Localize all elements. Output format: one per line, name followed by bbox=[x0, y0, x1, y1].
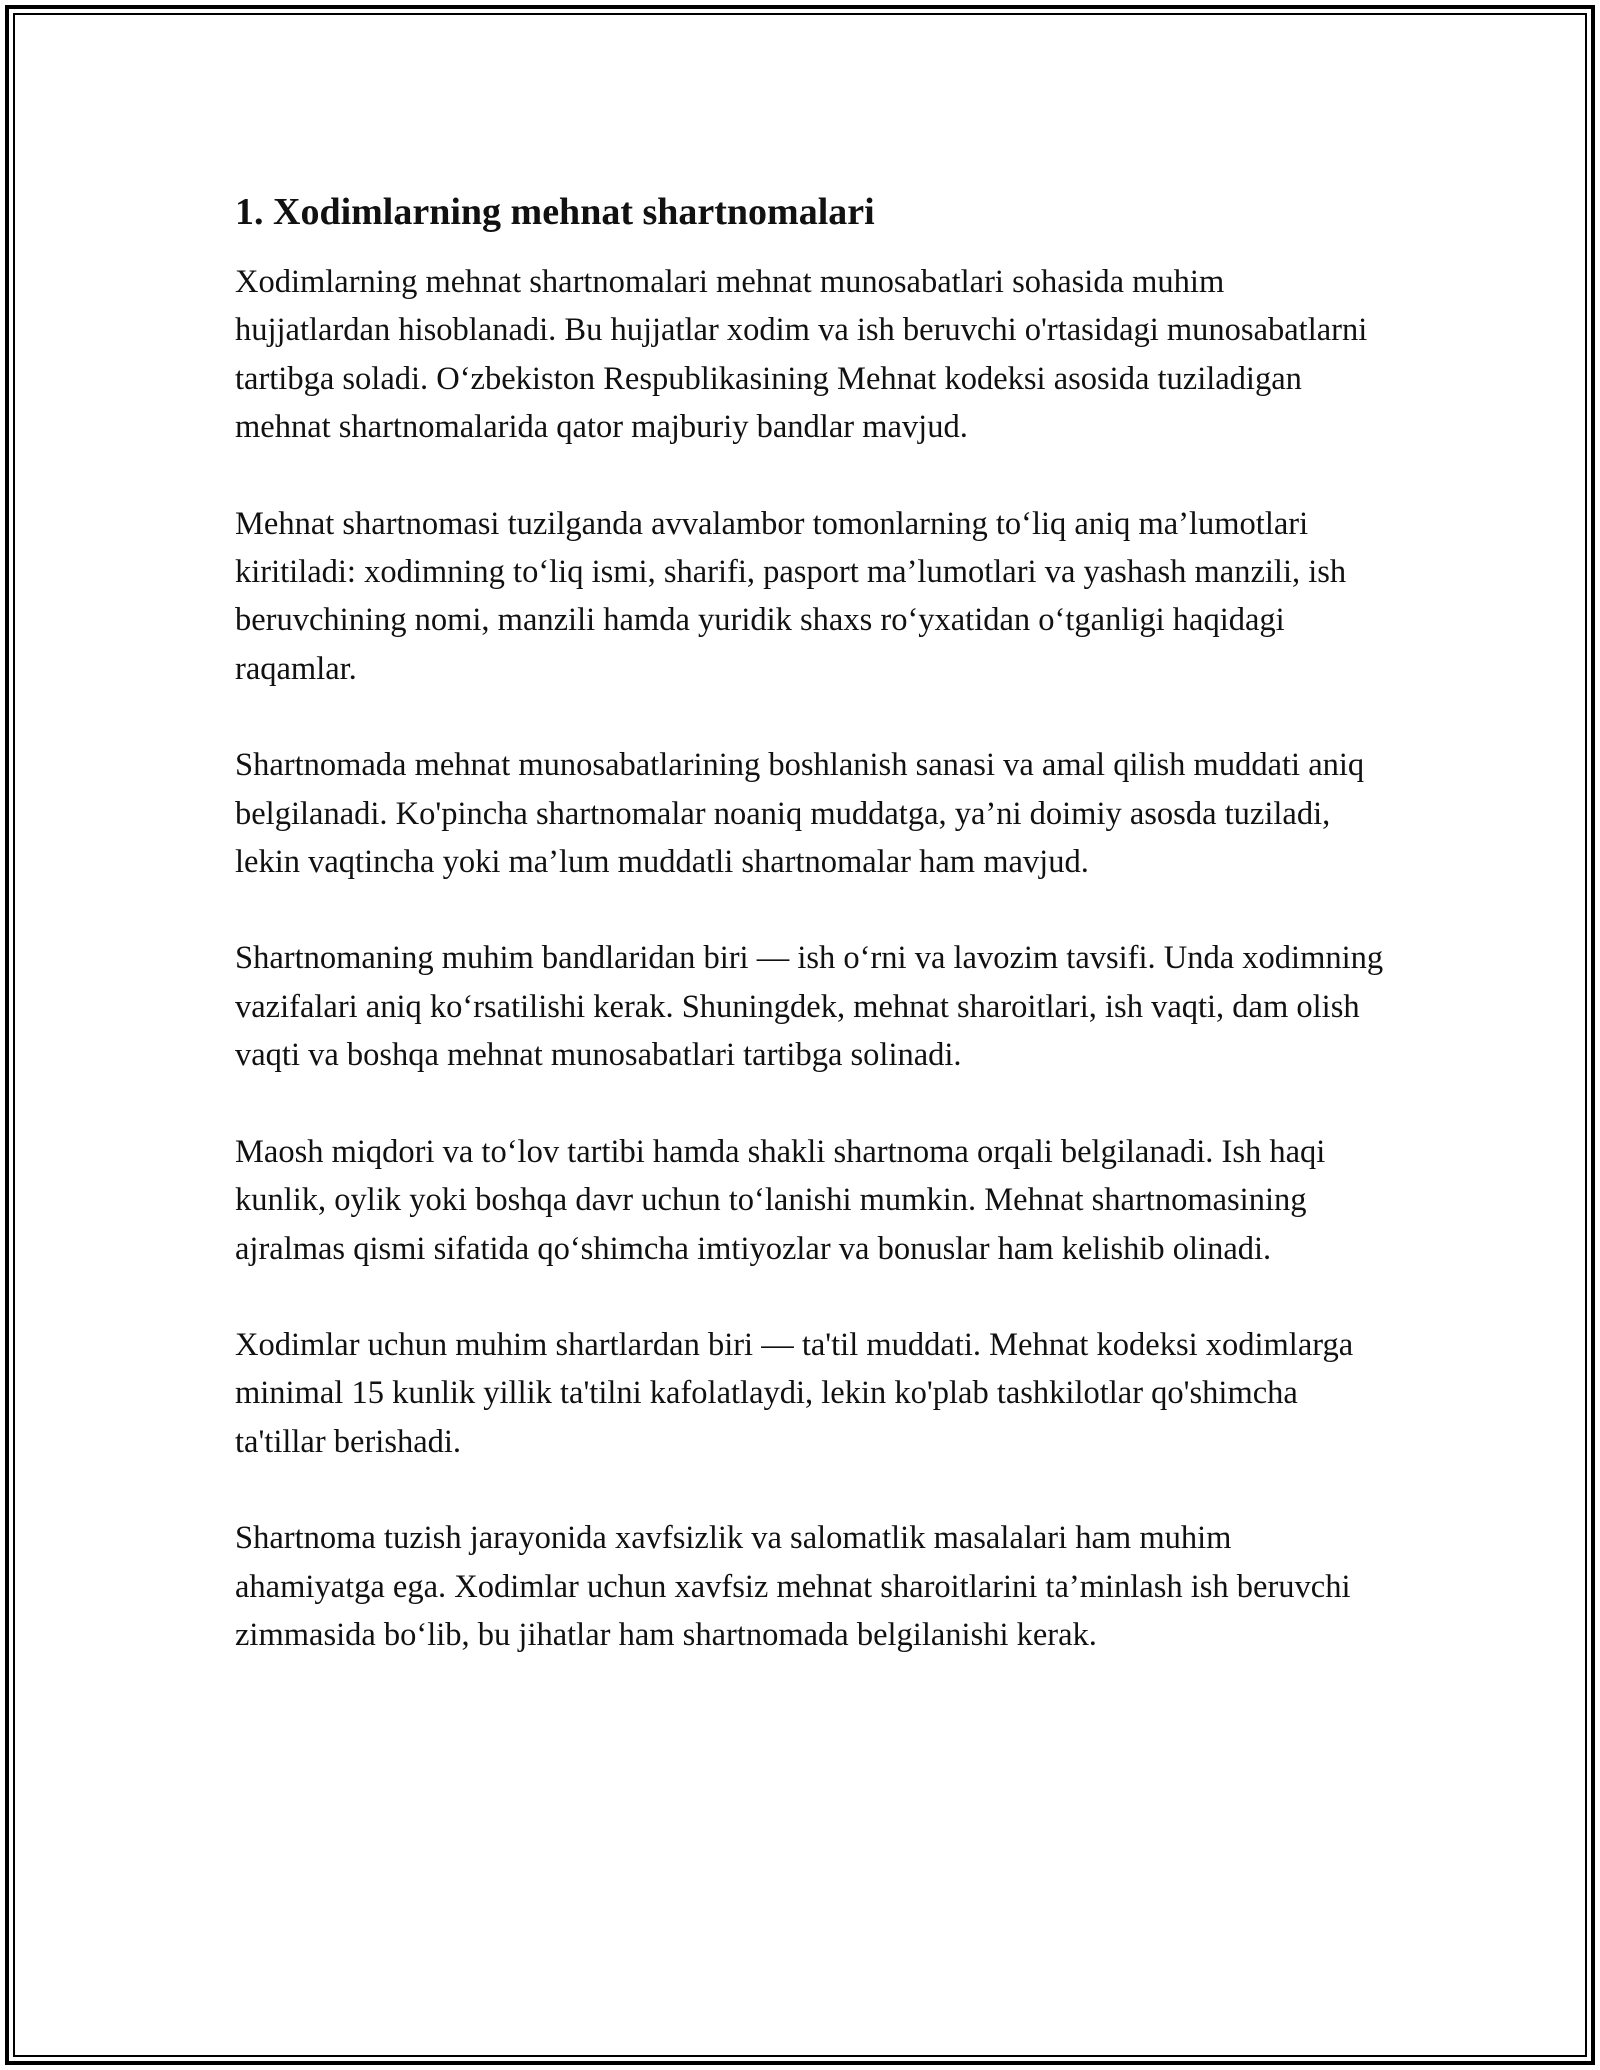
paragraph: Mehnat shartnomasi tuzilganda avvalambor tomonlarning to‘liq aniq ma’lumotlari kiritiladi: xodimning to‘liq ismi, sharifi, pasport ma’lumotlari va yashash manzili, ish beruvchining nomi, manzili hamda yuridik shaxs ro‘yxatidan o‘tganligi haqidagi raqamlar. bbox=[235, 505, 1347, 687]
paragraph: Xodimlar uchun muhim shartlardan biri — ta'til muddati. Mehnat kodeksi xodimlarga minimal 15 kunlik yillik ta'tilni kafolatlaydi, lekin ko'plab tashkilotlar qo'shimcha ta'tillar berishadi. bbox=[235, 1326, 1354, 1460]
paragraph: Shartnomada mehnat munosabatlarining boshlanish sanasi va amal qilish muddati aniq belgilanadi. Ko'pincha shartnomalar noaniq muddatga, ya’ni doimiy asosda tuziladi, lekin vaqtincha yoki ma’lum muddatli shartnomalar ham mavjud. bbox=[235, 747, 1365, 881]
paragraph: Maosh miqdori va to‘lov tartibi hamda shakli shartnoma orqali belgilanadi. Ish haqi kunlik, oylik yoki boshqa davr uchun to‘lanishi mumkin. Mehnat shartnomasining ajralmas qismi sifatida qo‘shimcha imtiyozlar va bonuslar ham kelishib olinadi. bbox=[235, 1133, 1326, 1267]
section-heading: 1. Xodimlarning mehnat shartnomalari bbox=[235, 191, 875, 233]
paragraph: Shartnoma tuzish jarayonida xavfsizlik va salomatlik masalalari ham muhim ahamiyatga ega. Xodimlar uchun xavfsiz mehnat sharoitlarini ta’minlash ish beruvchi zimmasida bo‘lib, bu jihatlar ham shartnomada belgilanishi kerak. bbox=[235, 1520, 1351, 1653]
document-body bbox=[235, 188, 1385, 1707]
paragraph: Xodimlarning mehnat shartnomalari mehnat munosabatlari sohasida muhim hujjatlardan hisoblanadi. Bu hujjatlar xodim va ish beruvchi o'rtasidagi munosabatlarni tartibga soladi. O‘zbekiston Respublikasining Mehnat kodeksi asosida tuziladigan mehnat shartnomalarida qator majburiy bandlar mavjud. bbox=[235, 264, 1368, 446]
paragraph: Shartnomaning muhim bandlaridan biri — ish o‘rni va lavozim tavsifi. Unda xodimning vazifalari aniq ko‘rsatilishi kerak. Shuningdek, mehnat sharoitlari, ish vaqti, dam olish vaqti va boshqa mehnat munosabatlari tartibga solinadi. bbox=[235, 940, 1384, 1074]
